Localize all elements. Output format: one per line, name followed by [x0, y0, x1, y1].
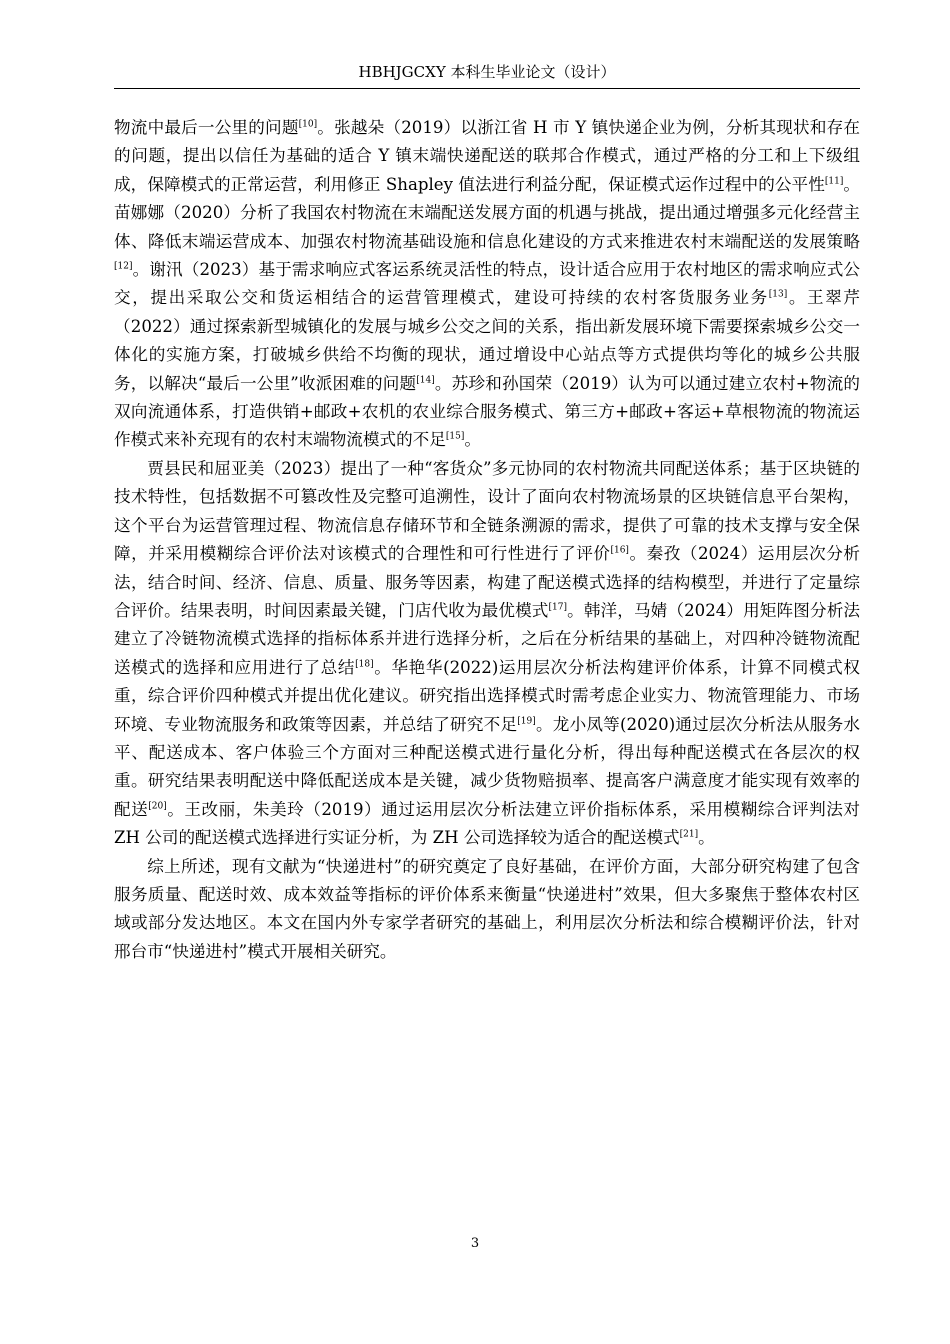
citation-ref: [18]: [355, 659, 374, 670]
header-rule: [114, 88, 860, 89]
paragraph-text: 。苗娜娜（2020）分析了我国农村物流在末端配送发展方面的机遇与挑战，提出通过增强多元化经营主体、降低末端运营成本、加强农村物流基础设施和信息化建设的方式来推进农村末端配送的发展策略: [114, 174, 861, 251]
paragraph-text: 。: [698, 828, 715, 848]
citation-ref: [15]: [445, 432, 465, 443]
paragraph-text: 。韩洋，马婧（2024）用矩阵图分析法建立了冷链物流模式选择的指标体系并进行选择分析，之后在分析结果的基础上，对四种冷链物流配送模式的选择和应用进行了总结: [114, 600, 861, 677]
citation-ref: [14]: [416, 375, 435, 386]
paragraph-text: 贾县民和屈亚美（2023）提出了一种“客货众”多元协同的农村物流共同配送体系；基于区块链的技术特性，包括数据不可篡改性及完整可追溯性，设计了面向农村物流场景的区块链信息平台架构，这个平台为运营管理过程、物流信息存储环节和全链条溯源的需求，提供了可靠的技术支撑与安全保障，并采用模糊综合评价法对该模式的合理性和可行性进行了评价: [114, 458, 860, 564]
citation-ref: [17]: [548, 602, 567, 613]
body-paragraph: [114, 853, 860, 967]
citation-ref: [19]: [517, 716, 536, 727]
paragraph-text: 。龙小凤等(2020)通过层次分析法从服务水平、配送成本、客户体验三个方面对三种配送模式进行量化分析，得出每种配送模式在各层次的权重。研究结果表明配送中降低配送成本是关键，减少货物赔损率、提高客户满意度才能实现有效率的配送: [114, 714, 860, 819]
paragraph-text: 。谢汛（2023）基于需求响应式客运系统灵活性的特点，设计适合应用于农村地区的需求响应式公交，提出采取公交和货运相结合的运营管理模式，建设可持续的农村客货服务业务: [114, 260, 860, 308]
paragraph-text: 物流中最后一公里的问题: [114, 118, 299, 137]
paragraph-text: 。秦孜（2024）运用层次分析法，结合时间、经济、信息、质量、服务等因素，构建了配送模式选择的结构模型，并进行了定量综合评价。结果表明，时间因素最关键，门店代收为最优模式: [114, 544, 860, 620]
running-header: HBHJGCXY 本科生毕业论文（设计）: [358, 63, 616, 81]
citation-ref: [10]: [298, 119, 318, 130]
paragraph-text: 综上所述，现有文献为“快递进村”的研究奠定了良好基础，在评价方面，大部分研究构建了包含服务质量、配送时效、成本效益等指标的评价体系来衡量“快递进村”效果，但大多聚焦于整体农村区域或部分发达地区。本文在国内外专家学者研究的基础上，利用层次分析法和综合模糊评价法，针对邢台市“快递进村”模式开展相关研究。: [114, 856, 860, 961]
paragraph-text: 。华艳华(2022)运用层次分析法构建评价体系，计算不同模式权重，综合评价四种模式并提出优化建议。研究指出选择模式时需考虑企业实力、物流管理能力、市场环境、专业物流服务和政策等因素，并总结了研究不足: [114, 657, 860, 734]
body-paragraph: [114, 455, 860, 853]
citation-ref: [11]: [824, 176, 844, 187]
paragraph-text: 。王改丽，朱美玲（2019）通过运用层次分析法建立评价指标体系，采用模糊综合评判法对 ZH 公司的配送模式选择进行实证分析，为 ZH 公司选择较为适合的配送模式: [114, 799, 861, 848]
body-text: [114, 114, 860, 966]
body-paragraph: [114, 114, 860, 455]
citation-ref: [12]: [114, 261, 133, 272]
paragraph-text: 。张越朵（2019）以浙江省 H 市 Y 镇快递企业为例，分析其现状和存在的问题，提出以信任为基础的适合 Y 镇末端快递配送的联邦合作模式，通过严格的分工和上下级组成，保障模式的正常运营，利用修正 Shapley 值法进行利益分配，保证模式运作过程中的公平性: [114, 118, 860, 194]
citation-ref: [20]: [148, 801, 167, 812]
citation-ref: [16]: [610, 545, 629, 556]
citation-ref: [13]: [768, 290, 788, 301]
citation-ref: [21]: [679, 829, 699, 840]
paragraph-text: 。苏珍和孙国荣（2019）认为可以通过建立农村+物流的双向流通体系，打造供销+邮政+农机的农业综合服务模式、第三方+邮政+客运+草根物流的物流运作模式来补充现有的农村末端物流模式的不足: [114, 373, 860, 450]
paragraph-text: 。王翠芹（2022）通过探索新型城镇化的发展与城乡公交之间的关系，指出新发展环境下需要探索城乡公交一体化的实施方案，打破城乡供给不均衡的现状，通过增设中心站点等方式提供均等化的城乡公共服务，以解决“最后一公里”收派困难的问题: [114, 288, 861, 393]
paragraph-text: 。: [464, 430, 481, 450]
page-number: 3: [470, 1236, 480, 1251]
